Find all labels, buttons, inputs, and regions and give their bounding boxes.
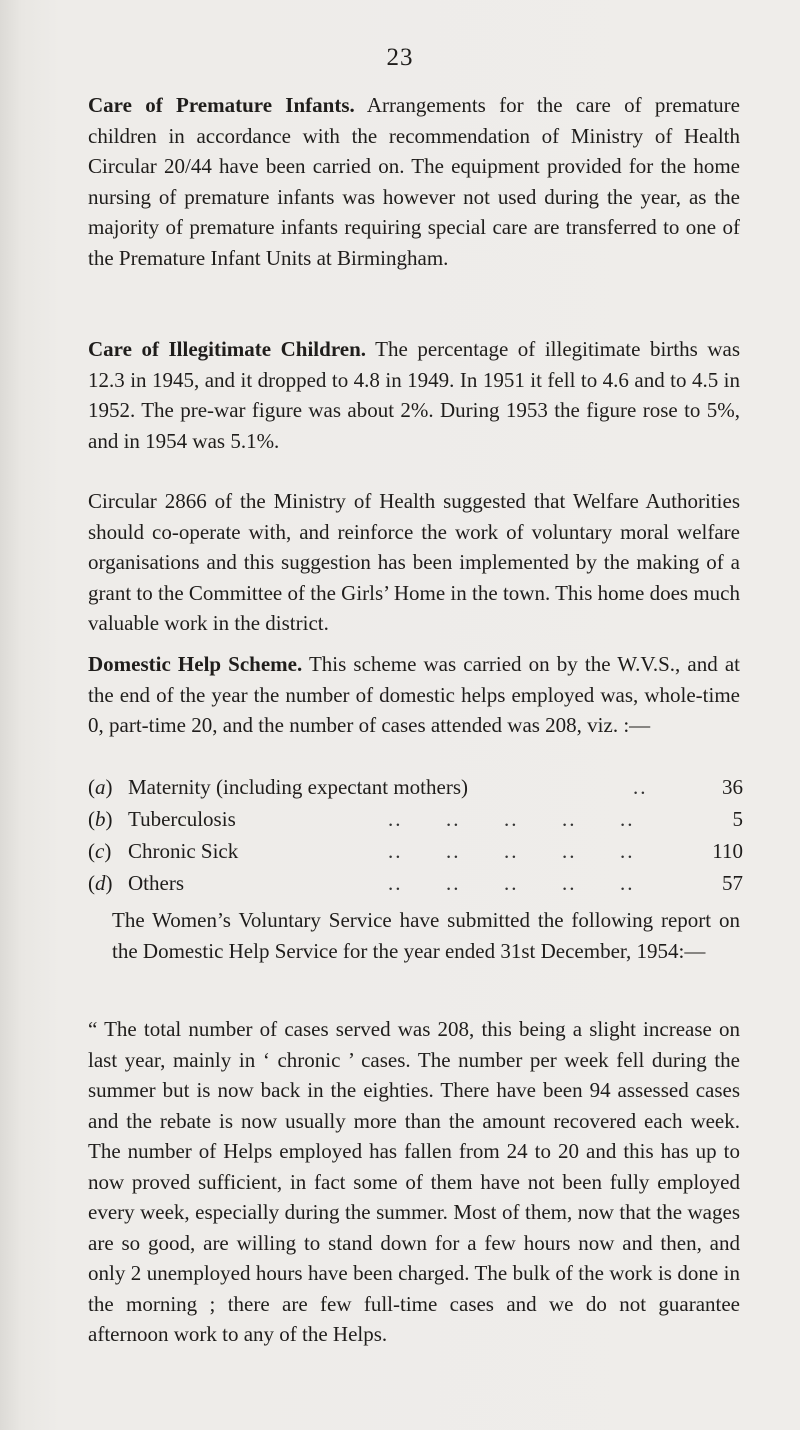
case-row-chronic-sick: [88, 836, 743, 866]
wvs-intro-paragraph: [112, 905, 740, 966]
case-value: 57: [722, 871, 743, 895]
leader-dots: ..: [633, 775, 648, 799]
circular-text: Circular 2866 of the Ministry of Health suggested that Welfare Authorities should co-operate with, and reinforce the work of voluntary moral welfare organisations and this suggestion has been implemented by the making of a grant to the Committee of the Girls’ Home in the town. This home does much valuable work in the district.: [88, 489, 740, 635]
illegitimate-children-heading: Care of Illegitimate Children.: [88, 337, 367, 361]
wvs-intro-text: The Women’s Voluntary Service have submitted the following report on the Domestic Help Service for the year ended 31st December, 1954:—: [112, 908, 740, 963]
case-label: Chronic Sick: [128, 839, 239, 863]
case-value: 36: [722, 775, 743, 799]
circular-paragraph: [88, 486, 740, 639]
premature-infants-heading: Care of Premature Infants.: [88, 93, 355, 117]
premature-infants-paragraph: [88, 90, 740, 273]
case-value: 5: [732, 807, 743, 831]
case-letter: (b): [88, 807, 113, 831]
case-label: Maternity (including expectant mothers): [128, 775, 468, 799]
leader-dots: .. .. .. .. ..: [388, 807, 635, 831]
case-letter: (c): [88, 839, 112, 863]
wvs-report-text: “ The total number of cases served was 208, this being a slight increase on last year, mainly in ‘ chronic ’ cases. The number per week fell during the summer but is now back in the eighties. There have been 94 assessed cases and the rebate is now usually more than the amount recovered each week. The number of Helps employed has fallen from 24 to 20 and this has up to now proved sufficient, in fact some of them have not been fully employed every week, especially during the summer. Most of them, now that the wages are so good, are willing to stand down for a few hours now and then, and only 2 unemployed hours have been charged. The bulk of the work is done in the morning ; there are few full-time cases and we do not guarantee afternoon work to any of the Helps.: [88, 1017, 740, 1346]
leader-dots: .. .. .. .. ..: [388, 871, 635, 895]
case-row-tuberculosis: [88, 804, 743, 834]
leader-dots: .. .. .. .. ..: [388, 839, 635, 863]
case-letter: (a): [88, 775, 113, 799]
wvs-report-quote: [88, 1014, 740, 1350]
case-value: 110: [712, 839, 743, 863]
domestic-help-text: This scheme was carried on by the W.V.S., and at the end of the year the number of domestic helps employed was, whole-time 0, part-time 20, and the number of cases attended was 208, viz. :—: [88, 652, 740, 737]
illegitimate-children-paragraph: [88, 334, 740, 456]
case-label: Others: [128, 871, 184, 895]
page-number: 23: [386, 44, 414, 71]
case-row-maternity: [88, 772, 743, 802]
case-label: Tuberculosis: [128, 807, 236, 831]
case-row-others: [88, 868, 743, 898]
premature-infants-text: Arrangements for the care of premature children in accordance with the recommendation of Ministry of Health Circular 20/44 have been carried on. The equipment provided for the home nursing of premature infants was however not used during the year, as the majority of premature infants requiring special care are transferred to one of the Premature Infant Units at Birmingham.: [88, 93, 740, 270]
domestic-help-paragraph: [88, 649, 740, 741]
domestic-help-heading: Domestic Help Scheme.: [88, 652, 303, 676]
illegitimate-children-text: The percentage of illegitimate births was 12.3 in 1945, and it dropped to 4.8 in 1949. In 1951 it fell to 4.6 and to 4.5 in 1952. The pre-war figure was about 2%. During 1953 the figure rose to 5%, and in 1954 was 5.1%.: [88, 337, 740, 453]
case-letter: (d): [88, 871, 113, 895]
